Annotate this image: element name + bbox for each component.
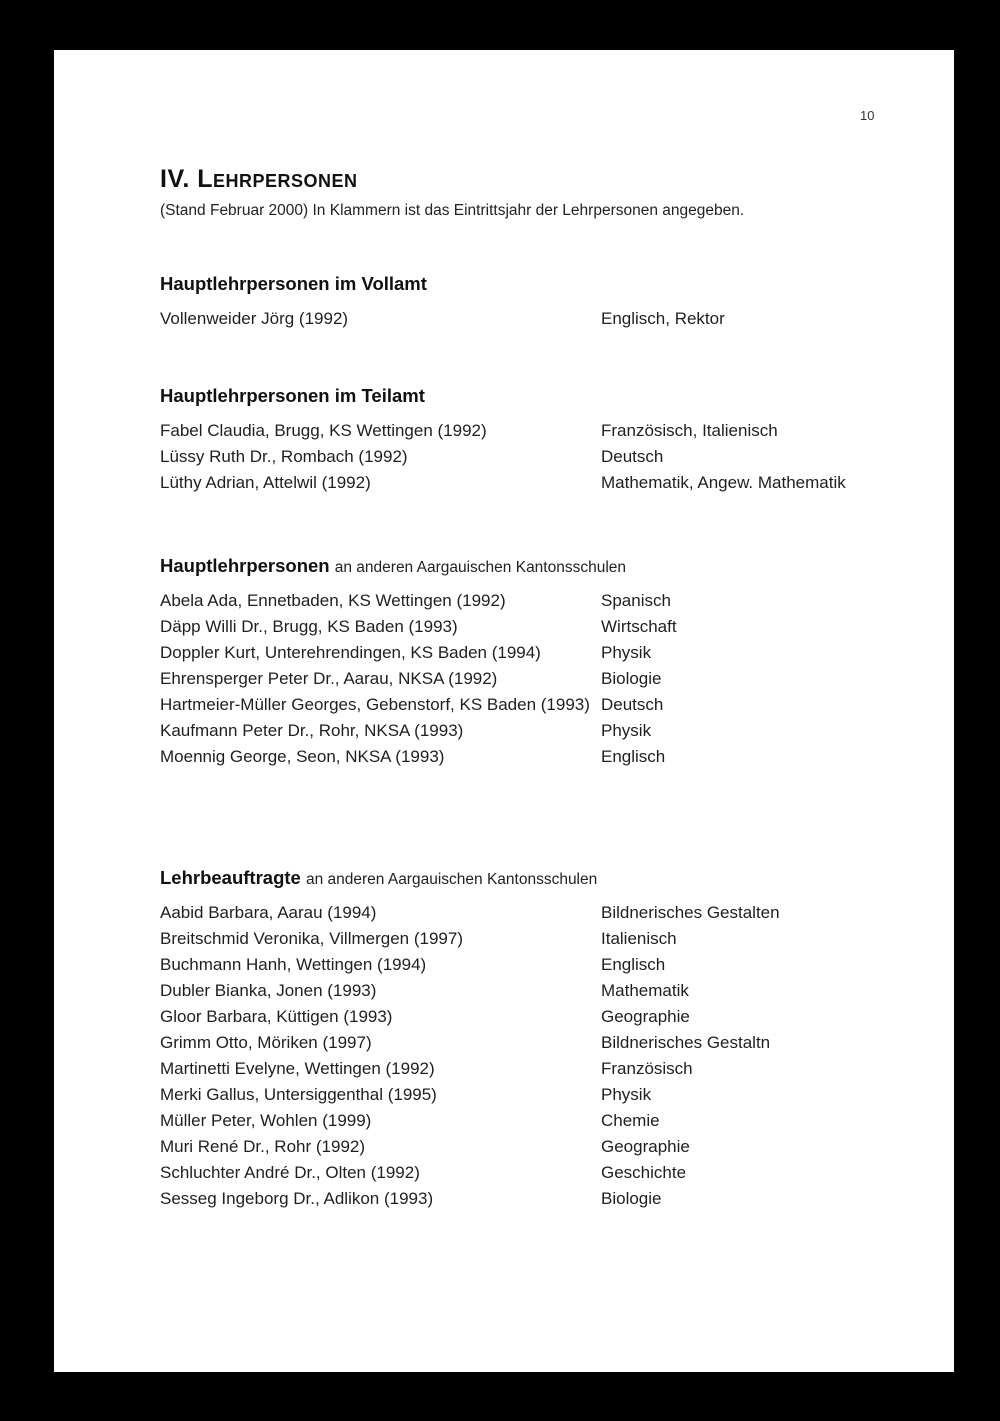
teacher-name: Aabid Barbara, Aarau (1994) [160, 903, 377, 922]
teacher-subject: Englisch, Rektor [601, 309, 725, 328]
teacher-row [160, 616, 880, 638]
intro-text: (Stand Februar 2000) In Klammern ist das Eintrittsjahr der Lehrpersonen angegeben. [160, 202, 745, 219]
teacher-subject: Mathematik [601, 981, 689, 1000]
teacher-row [160, 1110, 880, 1132]
teacher-subject: Wirtschaft [601, 617, 677, 636]
teacher-row [160, 642, 880, 664]
section-heading-text: Lehrbeauftragte [160, 867, 301, 888]
teacher-subject: Geographie [601, 1007, 690, 1026]
section-lehrbeauftragte [160, 866, 880, 1214]
teacher-row [160, 420, 880, 442]
teacher-subject: Bildnerisches Gestalten [601, 903, 780, 922]
teacher-name: Müller Peter, Wohlen (1999) [160, 1111, 372, 1130]
teacher-name: Lüthy Adrian, Attelwil (1992) [160, 473, 371, 492]
teacher-list [160, 308, 880, 330]
chapter-title [160, 165, 358, 194]
teacher-row [160, 928, 880, 950]
teacher-name: Vollenweider Jörg (1992) [160, 309, 349, 328]
teacher-row [160, 1084, 880, 1106]
teacher-row [160, 1162, 880, 1184]
teacher-subject: Chemie [601, 1111, 660, 1130]
section-heading-text: Hauptlehrpersonen im Vollamt [160, 273, 427, 294]
teacher-subject: Geographie [601, 1137, 690, 1156]
section-heading [160, 272, 880, 296]
section-heading [160, 554, 880, 578]
teacher-name: Kaufmann Peter Dr., Rohr, NKSA (1993) [160, 721, 464, 740]
teacher-name: Muri René Dr., Rohr (1992) [160, 1137, 366, 1156]
teacher-name: Grimm Otto, Möriken (1997) [160, 1033, 372, 1052]
teacher-row [160, 954, 880, 976]
teacher-row [160, 746, 880, 768]
teacher-subject: Französisch [601, 1059, 693, 1078]
teacher-row [160, 980, 880, 1002]
teacher-row [160, 1058, 880, 1080]
section-heading [160, 866, 880, 890]
teacher-subject: Biologie [601, 1189, 662, 1208]
teacher-row [160, 668, 880, 690]
teacher-subject: Bildnerisches Gestaltn [601, 1033, 771, 1052]
teacher-row [160, 694, 880, 716]
teacher-name: Ehrensperger Peter Dr., Aarau, NKSA (1992) [160, 669, 498, 688]
teacher-row [160, 902, 880, 924]
section-heading-text: Hauptlehrpersonen im Teilamt [160, 385, 425, 406]
teacher-subject: Englisch [601, 747, 666, 766]
teacher-name: Dubler Bianka, Jonen (1993) [160, 981, 377, 1000]
teacher-subject: Geschichte [601, 1163, 687, 1182]
section-heading-text: Hauptlehrpersonen [160, 555, 330, 576]
teacher-row [160, 720, 880, 742]
teacher-subject: Deutsch [601, 447, 664, 466]
teacher-row [160, 590, 880, 612]
teacher-subject: Spanisch [601, 591, 671, 610]
teacher-subject: Physik [601, 1085, 652, 1104]
teacher-name: Sesseg Ingeborg Dr., Adlikon (1993) [160, 1189, 434, 1208]
teacher-name: Buchmann Hanh, Wettingen (1994) [160, 955, 427, 974]
section-vollamt [160, 272, 880, 334]
teacher-name: Gloor Barbara, Küttigen (1993) [160, 1007, 393, 1026]
section-hauptlehrpersonen-andere [160, 554, 880, 772]
section-heading [160, 384, 880, 408]
section-teilamt [160, 384, 880, 498]
page-number: 10 [860, 108, 875, 123]
teacher-list [160, 420, 880, 494]
teacher-name: Moennig George, Seon, NKSA (1993) [160, 747, 445, 766]
teacher-subject: Mathematik, Angew. Mathematik [601, 473, 846, 492]
teacher-row [160, 308, 880, 330]
teacher-name: Däpp Willi Dr., Brugg, KS Baden (1993) [160, 617, 458, 636]
teacher-row [160, 1136, 880, 1158]
teacher-subject: Physik [601, 643, 652, 662]
document-page [54, 50, 954, 1372]
teacher-row [160, 1188, 880, 1210]
section-subheading: an anderen Aargauischen Kantonsschulen [334, 559, 627, 576]
teacher-subject: Französisch, Italienisch [601, 421, 778, 440]
chapter-title-text: Lehrpersonen [197, 165, 358, 193]
teacher-row [160, 1006, 880, 1028]
teacher-subject: Physik [601, 721, 652, 740]
teacher-name: Breitschmid Veronika, Villmergen (1997) [160, 929, 463, 948]
teacher-row [160, 472, 880, 494]
teacher-subject: Deutsch [601, 695, 664, 714]
teacher-subject: Englisch [601, 955, 666, 974]
teacher-name: Abela Ada, Ennetbaden, KS Wettingen (1992) [160, 591, 506, 610]
teacher-row [160, 1032, 880, 1054]
teacher-name: Merki Gallus, Untersiggenthal (1995) [160, 1085, 437, 1104]
teacher-name: Hartmeier-Müller Georges, Gebenstorf, KS Baden (1993) [160, 695, 590, 714]
teacher-name: Lüssy Ruth Dr., Rombach (1992) [160, 447, 408, 466]
chapter-numeral: IV. [160, 165, 190, 193]
teacher-list [160, 902, 880, 1210]
teacher-name: Doppler Kurt, Unterehrendingen, KS Baden (1994) [160, 643, 541, 662]
teacher-name: Martinetti Evelyne, Wettingen (1992) [160, 1059, 435, 1078]
teacher-list [160, 590, 880, 768]
teacher-subject: Biologie [601, 669, 662, 688]
teacher-name: Fabel Claudia, Brugg, KS Wettingen (1992) [160, 421, 487, 440]
teacher-name: Schluchter André Dr., Olten (1992) [160, 1163, 420, 1182]
section-subheading: an anderen Aargauischen Kantonsschulen [305, 871, 598, 888]
teacher-row [160, 446, 880, 468]
teacher-subject: Italienisch [601, 929, 677, 948]
